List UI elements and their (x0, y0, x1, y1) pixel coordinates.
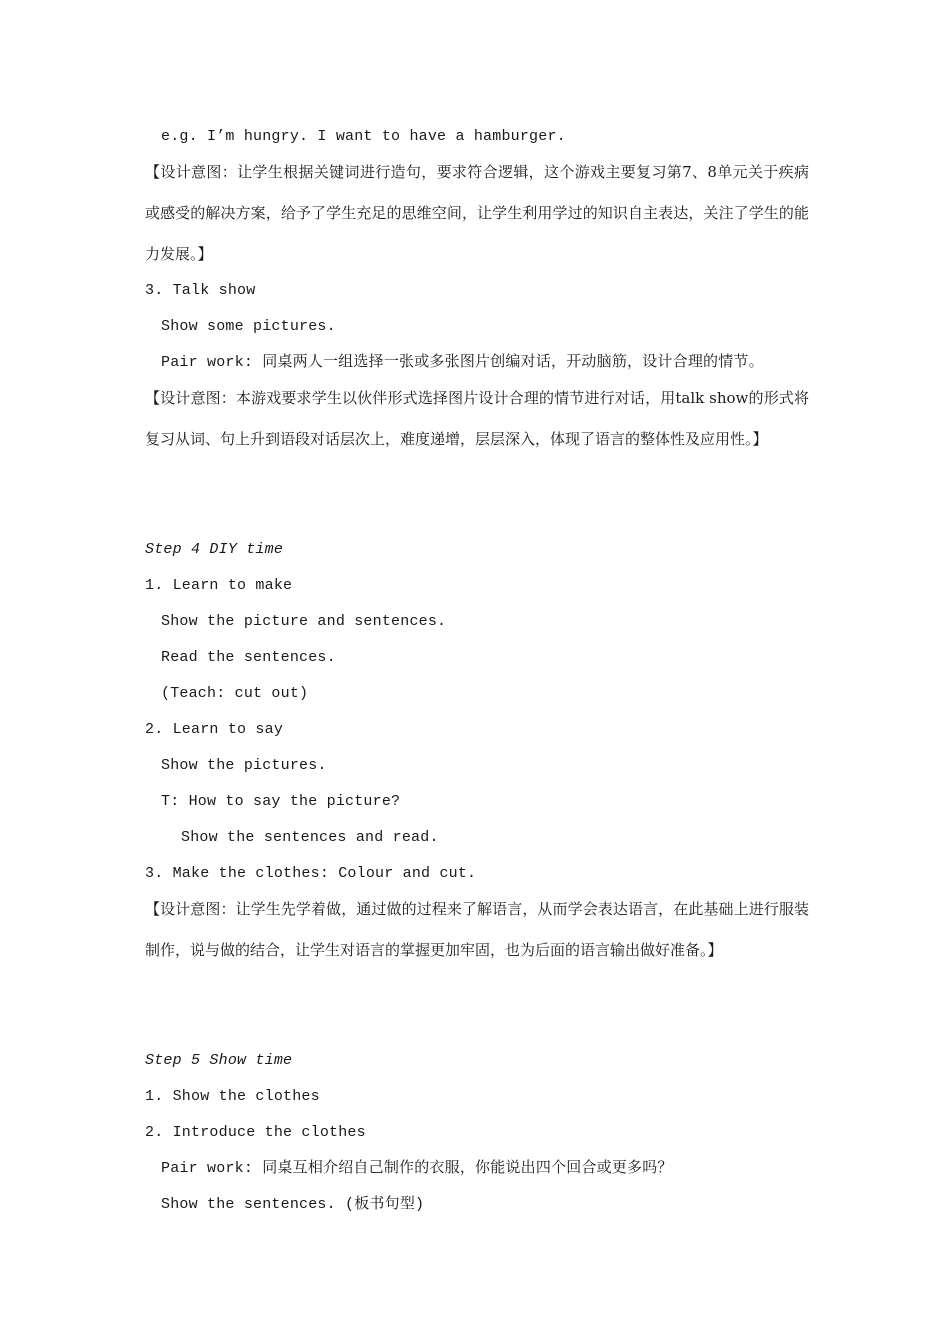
show-the-pictures: Show the pictures. (161, 757, 327, 774)
item-introduce-clothes: 2. Introduce the clothes (145, 1124, 366, 1141)
item-talk-show: 3. Talk show (145, 282, 256, 299)
pair-work-1: Pair work: 同桌两人一组选择一张或多张图片创编对话，开动脑筋，设计合理的情节。 (161, 354, 764, 371)
how-to-say: T: How to say the picture? (161, 793, 401, 810)
item-learn-to-say: 2. Learn to say (145, 721, 284, 738)
teach-cut-out: (Teach: cut out) (161, 685, 309, 702)
pair-work-2: Pair work: 同桌互相介绍自己制作的衣服，你能说出四个回合或更多吗？ (161, 1160, 673, 1177)
step-4-heading: Step 4 DIY time (145, 541, 284, 558)
example-sentence: e.g. I’m hungry. I want to have a hamburger. (161, 128, 566, 145)
step-5-heading: Step 5 Show time (145, 1052, 293, 1069)
item-learn-to-make: 1. Learn to make (145, 577, 293, 594)
show-sentences-board: Show the sentences. (板书句型) (161, 1196, 425, 1213)
show-sentences-read: Show the sentences and read. (181, 829, 439, 846)
show-some-pictures: Show some pictures. (161, 318, 336, 335)
design-intent-1: 【设计意图：让学生根据关键词进行造句，要求符合逻辑，这个游戏主要复习第7、8单元关于疾病或感受的解决方案，给予了学生充足的思维空间，让学生利用学过的知识自主表达，关注了学生的能力发展。】 (145, 163, 809, 263)
design-intent-3: 【设计意图：让学生先学着做，通过做的过程来了解语言，从而学会表达语言，在此基础上进行服装制作，说与做的结合，让学生对语言的掌握更加牢固，也为后面的语言输出做好准备。】 (145, 900, 809, 959)
item-make-clothes: 3. Make the clothes: Colour and cut. (145, 865, 477, 882)
item-show-clothes: 1. Show the clothes (145, 1088, 320, 1105)
show-picture-sentences: Show the picture and sentences. (161, 613, 447, 630)
read-sentences: Read the sentences. (161, 649, 336, 666)
design-intent-2: 【设计意图：本游戏要求学生以伙伴形式选择图片设计合理的情节进行对话，用talk show的形式将复习从词、句上升到语段对话层次上，难度递增，层层深入，体现了语言的整体性及应用性。】 (145, 389, 809, 448)
